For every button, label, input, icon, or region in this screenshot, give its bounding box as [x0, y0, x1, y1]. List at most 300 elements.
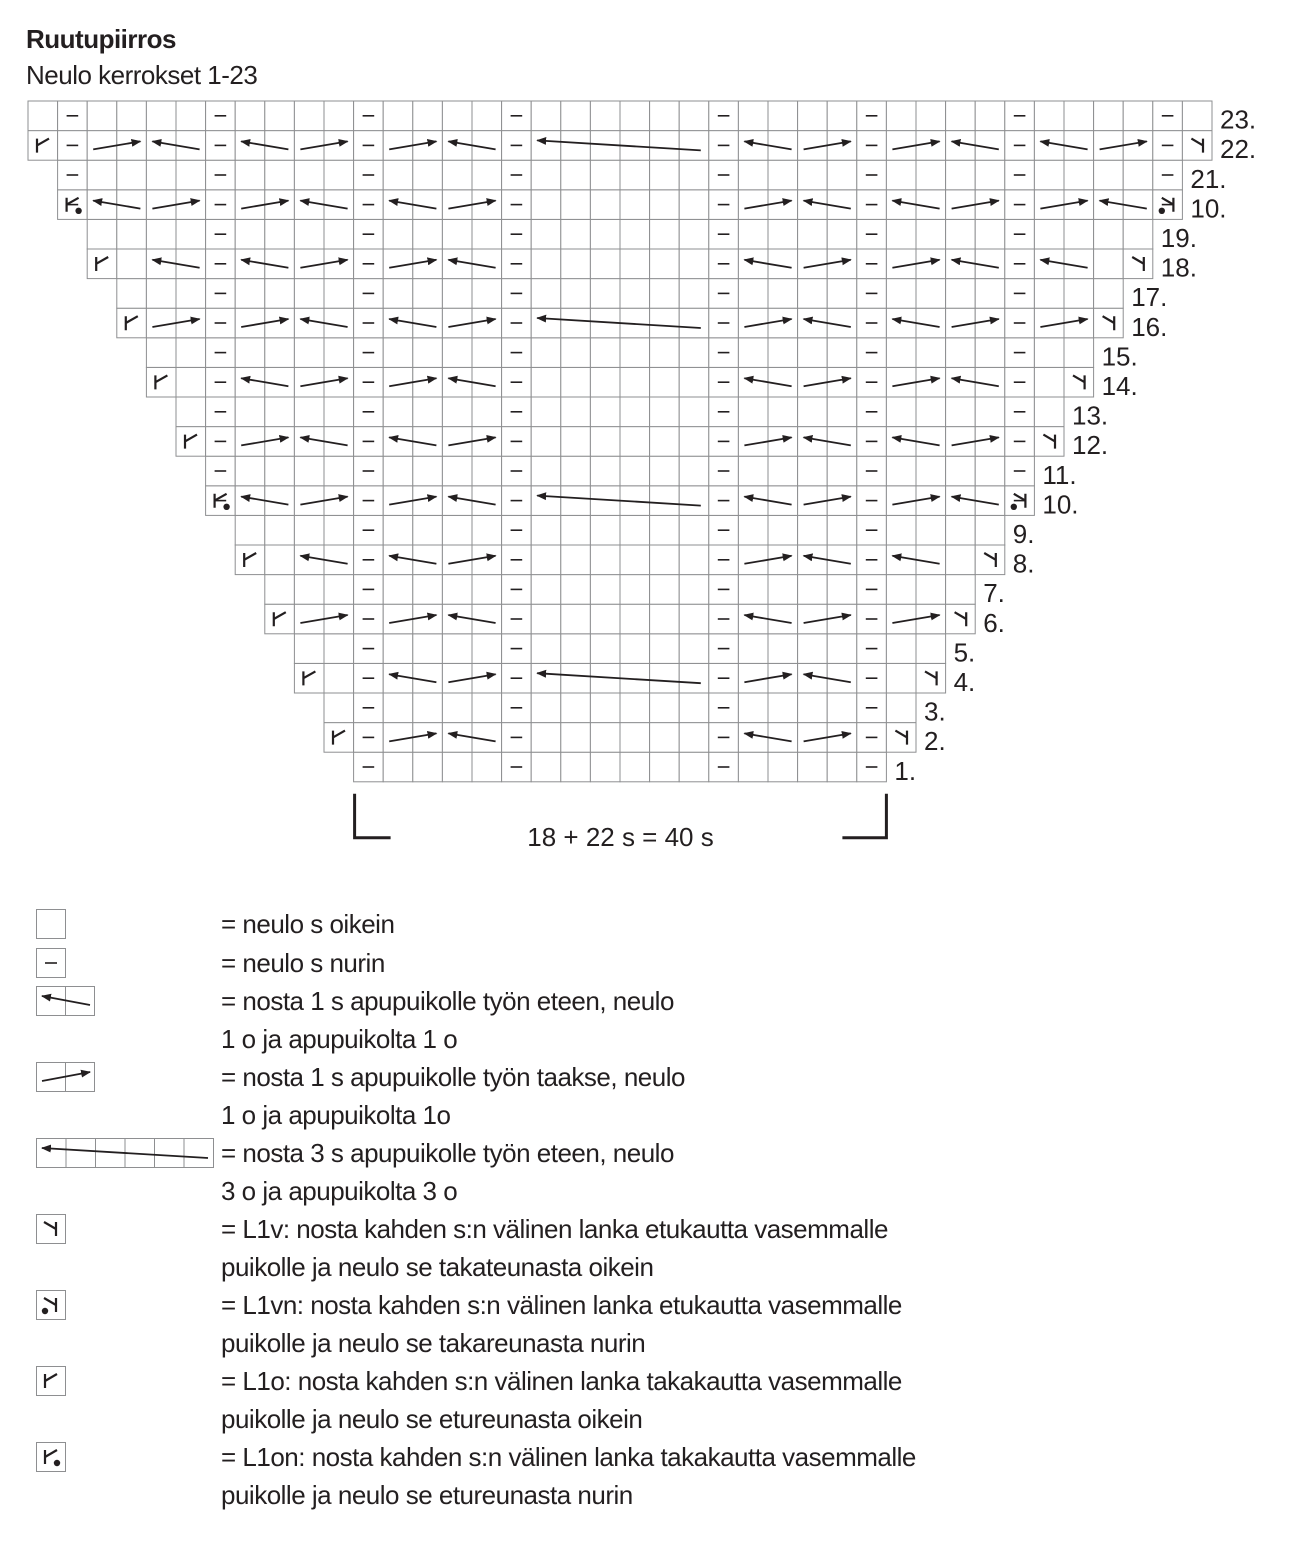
chart-cell [650, 693, 680, 723]
chart-cell [531, 752, 561, 782]
chart-cell [146, 367, 176, 397]
chart-cell [738, 693, 768, 723]
chart-cell [650, 575, 680, 605]
row-label: 5. [953, 637, 976, 668]
chart-cell [650, 456, 680, 486]
chart-cell [324, 575, 354, 605]
legend-text-cross-left-3: 3 o ja apupuikolta 3 o [221, 1176, 458, 1206]
chart-cell [531, 604, 561, 634]
chart-cell [442, 575, 472, 605]
chart-cell [916, 575, 946, 605]
chart-cell [650, 101, 680, 131]
chart-cell [531, 515, 561, 545]
legend-text-cross-right-1: 1 o ja apupuikolta 1o [221, 1100, 451, 1130]
chart-cell [590, 219, 620, 249]
chart-cell [561, 131, 591, 161]
chart-cell [146, 101, 176, 131]
chart-cell [383, 101, 413, 131]
chart-cell [620, 338, 650, 368]
chart-cell [916, 338, 946, 368]
chart-cell [383, 397, 413, 427]
chart-cell [294, 456, 324, 486]
chart-cell [383, 634, 413, 664]
legend-text-l1o: = L1o: nosta kahden s:n välinen lanka takakautta vasemmalle [221, 1366, 902, 1396]
chart-cell [235, 101, 265, 131]
chart-cell [768, 634, 798, 664]
chart-cell [1094, 160, 1124, 190]
chart-cell [946, 338, 976, 368]
chart-row-22 [28, 131, 1256, 165]
chart-cell [1034, 101, 1064, 131]
row-label: 2. [924, 726, 946, 757]
chart-cell [413, 693, 443, 723]
chart-cell [413, 219, 443, 249]
chart-row-10 [206, 486, 1079, 520]
chart-cell [946, 397, 976, 427]
chart-cell [413, 160, 443, 190]
chart-cell [650, 131, 680, 161]
chart-cell [324, 515, 354, 545]
chart-cell [413, 101, 443, 131]
chart-cell [176, 160, 206, 190]
purl-dot [1159, 208, 1165, 214]
chart-cell [679, 604, 709, 634]
chart-cell [620, 515, 650, 545]
chart-cell [679, 752, 709, 782]
chart-cell [798, 634, 828, 664]
chart-cell [975, 397, 1005, 427]
chart-cell [590, 752, 620, 782]
chart-cell [679, 308, 709, 338]
chart-cell [679, 279, 709, 309]
chart-row-7 [265, 575, 1005, 609]
chart-cell [827, 160, 857, 190]
chart-cell [324, 219, 354, 249]
chart-cell [413, 456, 443, 486]
chart-cell [87, 249, 117, 279]
chart-cell [590, 249, 620, 279]
chart-cell [383, 160, 413, 190]
chart-cell [590, 575, 620, 605]
chart-cell [620, 160, 650, 190]
legend-symbol-knit-icon [36, 909, 226, 945]
chart-cell [590, 101, 620, 131]
chart-cell [531, 693, 561, 723]
chart-cell [650, 752, 680, 782]
row-label: 12. [1072, 430, 1109, 461]
chart-cell [946, 575, 976, 605]
chart-cell [561, 308, 591, 338]
legend-text-l1vn: puikolle ja neulo se takareunasta nurin [221, 1328, 646, 1358]
chart-cell [383, 575, 413, 605]
chart-cell [679, 338, 709, 368]
chart-cell [531, 308, 561, 338]
legend-text-l1o: puikolle ja neulo se etureunasta oikein [221, 1404, 643, 1434]
legend-text-l1vn: = L1vn: nosta kahden s:n välinen lanka etukautta vasemmalle [221, 1290, 902, 1320]
chart-cell [590, 367, 620, 397]
chart-cell [561, 515, 591, 545]
chart-cell [235, 456, 265, 486]
chart-cell [620, 604, 650, 634]
chart-cell [146, 160, 176, 190]
legend-text-cross-left-1: = nosta 1 s apupuikolle työn eteen, neulo [221, 986, 674, 1016]
chart-cell [590, 427, 620, 457]
row-label: 23. [1220, 104, 1257, 135]
chart-cell [531, 575, 561, 605]
chart-cell [679, 693, 709, 723]
row-label: 4. [953, 667, 976, 697]
chart-cell [620, 545, 650, 575]
chart-cell [235, 219, 265, 249]
chart-row-3 [324, 693, 946, 727]
chart-cell [590, 515, 620, 545]
chart-cell [679, 160, 709, 190]
chart-cell [886, 693, 916, 723]
chart-cell [768, 338, 798, 368]
chart-cell [768, 219, 798, 249]
chart-cell [650, 486, 680, 516]
chart-cell [1094, 279, 1124, 309]
chart-cell [146, 338, 176, 368]
chart-cell [798, 219, 828, 249]
chart-cell [650, 427, 680, 457]
chart-cell [265, 604, 295, 634]
chart-cell [738, 338, 768, 368]
chart-cell [827, 456, 857, 486]
chart-cell [1123, 101, 1153, 131]
chart-cell [650, 190, 680, 220]
chart-cell [235, 515, 265, 545]
chart-cell [946, 219, 976, 249]
chart-cell [324, 693, 354, 723]
chart-cell [117, 279, 147, 309]
chart-cell [886, 160, 916, 190]
chart-cell [28, 101, 58, 131]
chart-cell [946, 101, 976, 131]
chart-cell [916, 279, 946, 309]
chart-cell [294, 397, 324, 427]
chart-cell [679, 545, 709, 575]
chart-cell [235, 279, 265, 309]
chart-cell [531, 427, 561, 457]
chart-cell [324, 723, 354, 753]
chart-cell [176, 219, 206, 249]
chart-cell [1182, 131, 1212, 161]
chart-cell [383, 515, 413, 545]
chart-cell [294, 634, 324, 664]
chart-cell [827, 515, 857, 545]
row-label: 6. [983, 607, 1005, 638]
chart-cell [413, 515, 443, 545]
chart-cell [294, 575, 324, 605]
chart-cell [738, 575, 768, 605]
chart-cell [265, 279, 295, 309]
chart-cell [650, 338, 680, 368]
chart-cell [650, 249, 680, 279]
page-subtitle: Neulo kerrokset 1-23 [26, 60, 258, 90]
chart-cell [265, 219, 295, 249]
chart-row-6 [265, 604, 1005, 638]
chart-row-5 [294, 634, 975, 668]
chart-cell [176, 279, 206, 309]
legend-text-knit: = neulo s oikein [221, 909, 395, 939]
chart-cell [679, 723, 709, 753]
chart-cell [886, 279, 916, 309]
chart-row-2 [324, 723, 946, 757]
chart-cell [679, 575, 709, 605]
chart-cell [1034, 219, 1064, 249]
chart-cell [679, 101, 709, 131]
chart-cell [324, 397, 354, 427]
chart-cell [650, 663, 680, 693]
chart-cell [1094, 219, 1124, 249]
chart-cell [1034, 367, 1064, 397]
chart-cell [620, 190, 650, 220]
chart-cell [620, 219, 650, 249]
chart-cell [827, 693, 857, 723]
chart-cell [561, 604, 591, 634]
chart-cell [442, 219, 472, 249]
chart-cell [886, 723, 916, 753]
chart-cell [946, 160, 976, 190]
chart-cell [265, 160, 295, 190]
chart-cell [768, 397, 798, 427]
chart-cell [1064, 219, 1094, 249]
chart-cell [1123, 219, 1153, 249]
bracket-right [842, 794, 886, 838]
chart-cell [561, 160, 591, 190]
chart-cell [798, 515, 828, 545]
chart-cell [768, 575, 798, 605]
chart-cell [650, 723, 680, 753]
chart-cell [442, 752, 472, 782]
row-label: 15. [1101, 341, 1138, 372]
chart-cell [324, 338, 354, 368]
chart-row-4 [294, 663, 975, 697]
chart-cell [768, 101, 798, 131]
chart-cell [738, 634, 768, 664]
legend-text-cross-left-1: 1 o ja apupuikolta 1 o [221, 1024, 458, 1054]
chart-cell [531, 131, 561, 161]
chart-cell [561, 723, 591, 753]
chart-cell [679, 486, 709, 516]
chart-cell [975, 160, 1005, 190]
chart-cell [886, 515, 916, 545]
chart-cell [324, 160, 354, 190]
chart-row-14 [146, 367, 1137, 401]
chart-cell [768, 160, 798, 190]
row-label: 9. [1012, 519, 1035, 549]
chart-cell [620, 279, 650, 309]
chart-cell [679, 515, 709, 545]
legend-text-l1v: = L1v: nosta kahden s:n välinen lanka etukautta vasemmalle [221, 1214, 888, 1244]
chart-cell [413, 279, 443, 309]
chart-cell [916, 634, 946, 664]
chart-cell [383, 456, 413, 486]
chart-cell [798, 752, 828, 782]
row-label: 18. [1160, 252, 1197, 283]
chart-cell [561, 338, 591, 368]
chart-cell [975, 515, 1005, 545]
chart-cell [650, 308, 680, 338]
chart-cell [531, 249, 561, 279]
chart-cell [472, 515, 502, 545]
chart-cell [798, 397, 828, 427]
chart-row-12 [176, 427, 1108, 461]
chart-cell [679, 219, 709, 249]
chart-cell [1094, 249, 1124, 279]
chart-row-11 [206, 456, 1077, 490]
chart-cell [916, 397, 946, 427]
chart-cell [1094, 101, 1124, 131]
chart-cell [975, 545, 1005, 575]
legend-symbol-cross-left-3-icon [36, 1138, 226, 1174]
chart-row-20 [58, 190, 1227, 224]
chart-row-1 [354, 752, 916, 786]
chart-cell [1182, 101, 1212, 131]
chart-cell [472, 101, 502, 131]
chart-cell [946, 515, 976, 545]
chart-cell [1064, 160, 1094, 190]
chart-cell [1064, 279, 1094, 309]
row-label: 14. [1101, 371, 1138, 401]
chart-cell [975, 101, 1005, 131]
chart-cell [620, 456, 650, 486]
chart-row-17 [117, 279, 1168, 313]
chart-cell [946, 279, 976, 309]
row-label: 8. [1012, 548, 1035, 579]
chart-cell [383, 338, 413, 368]
chart-cell [768, 456, 798, 486]
chart-cell [886, 338, 916, 368]
purl-dot [1011, 504, 1017, 510]
chart-cell [561, 575, 591, 605]
row-label: 22. [1220, 134, 1257, 165]
chart-cell [442, 693, 472, 723]
chart-cell [265, 101, 295, 131]
chart-cell [176, 101, 206, 131]
row-label: 21. [1190, 163, 1227, 194]
chart-row-19 [87, 219, 1197, 253]
chart-cell [442, 101, 472, 131]
chart-cell [679, 249, 709, 279]
chart-cell [442, 515, 472, 545]
chart-cell [590, 160, 620, 190]
chart-cell [886, 101, 916, 131]
legend-symbol-l1v-icon [36, 1214, 226, 1250]
chart-cell [886, 663, 916, 693]
chart-cell [265, 338, 295, 368]
chart-cell [472, 397, 502, 427]
chart-cell [383, 279, 413, 309]
row-label: 11. [1042, 459, 1077, 490]
chart-cell [679, 427, 709, 457]
legend-symbol-purl-icon [36, 948, 226, 984]
chart-cell [561, 101, 591, 131]
legend-symbol-cross-right-1-icon [36, 1062, 226, 1098]
chart-cell [472, 634, 502, 664]
chart-cell [413, 752, 443, 782]
legend-text-purl: = neulo s nurin [221, 948, 385, 978]
chart-cell [1064, 101, 1094, 131]
chart-cell [620, 723, 650, 753]
chart-row-18 [87, 249, 1197, 283]
chart-cell [472, 279, 502, 309]
chart-cell [472, 160, 502, 190]
chart-cell [590, 604, 620, 634]
chart-cell [827, 575, 857, 605]
legend-text-cross-right-1: = nosta 1 s apupuikolle työn taakse, neulo [221, 1062, 685, 1092]
chart-cell [561, 752, 591, 782]
chart-row-15 [146, 338, 1137, 372]
chart-cell [561, 190, 591, 220]
chart-cell [324, 663, 354, 693]
chart-cell [561, 693, 591, 723]
chart-cell [472, 219, 502, 249]
chart-cell [176, 397, 206, 427]
chart-cell [650, 634, 680, 664]
chart-cell [620, 752, 650, 782]
bracket-left [355, 794, 391, 838]
legend-symbol-l1vn-icon [36, 1290, 226, 1326]
row-label: 1. [894, 755, 917, 786]
chart-cell [650, 160, 680, 190]
chart-cell [916, 101, 946, 131]
chart-cell [442, 634, 472, 664]
chart-cell [590, 456, 620, 486]
chart-row-21 [58, 160, 1227, 194]
chart-row-13 [176, 397, 1108, 431]
chart-cell [294, 663, 324, 693]
chart-cell [1094, 308, 1124, 338]
chart-cell [798, 456, 828, 486]
chart-cell [886, 456, 916, 486]
chart-cell [117, 249, 147, 279]
chart-cell [531, 279, 561, 309]
chart-cell [117, 219, 147, 249]
chart-cell [294, 515, 324, 545]
row-label: 16. [1131, 311, 1168, 342]
legend-text-l1v: puikolle ja neulo se takateunasta oikein [221, 1252, 654, 1282]
chart-cell [827, 397, 857, 427]
row-label: 13. [1072, 400, 1109, 431]
chart-cell [531, 634, 561, 664]
chart-cell [827, 219, 857, 249]
chart-cell [531, 456, 561, 486]
purl-dot [223, 504, 229, 510]
row-label: 19. [1160, 223, 1197, 253]
row-label: 10. [1042, 489, 1079, 520]
chart-cell [531, 338, 561, 368]
chart-cell [886, 219, 916, 249]
chart-row-23 [28, 101, 1256, 135]
chart-cell [827, 752, 857, 782]
chart-cell [650, 279, 680, 309]
chart-cell [620, 693, 650, 723]
chart-cell [176, 427, 206, 457]
chart-cell [768, 279, 798, 309]
chart-cell [442, 397, 472, 427]
chart-cell [738, 101, 768, 131]
chart-cell [235, 397, 265, 427]
chart-cell [679, 131, 709, 161]
chart-cell [798, 693, 828, 723]
chart-cell [87, 101, 117, 131]
chart-cell [827, 634, 857, 664]
chart-cell [768, 693, 798, 723]
chart-cell [1034, 427, 1064, 457]
chart-cell [561, 456, 591, 486]
